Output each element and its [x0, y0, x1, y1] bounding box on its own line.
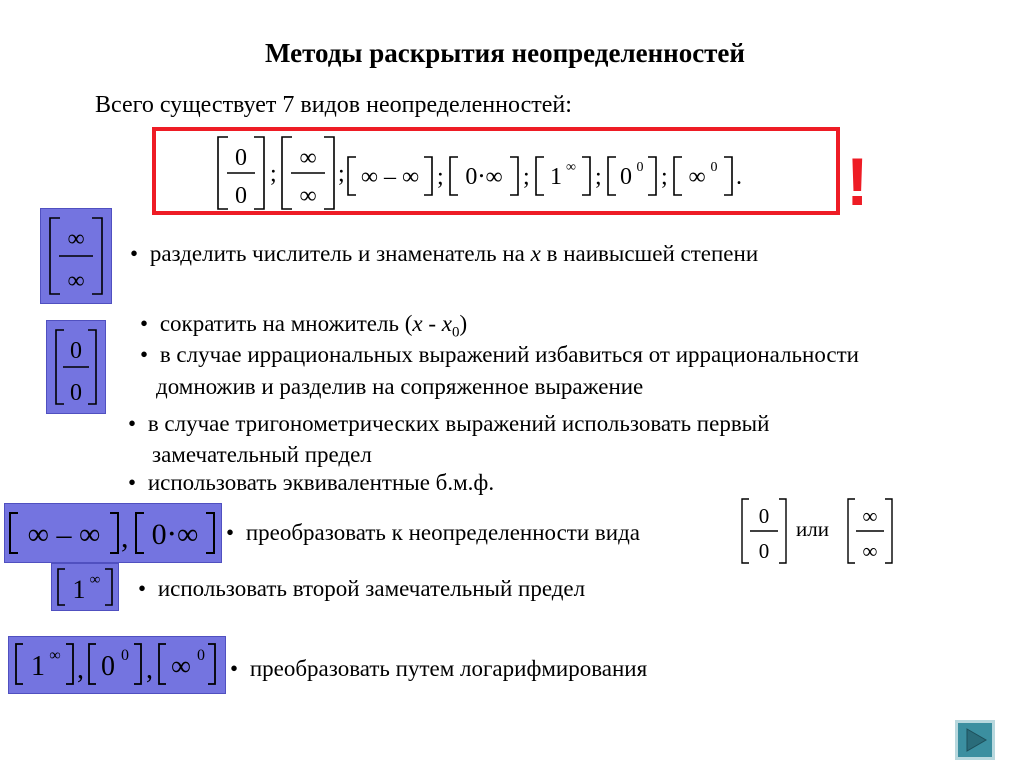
inf-den: ∞ — [67, 268, 85, 294]
zero-num: 0 — [70, 338, 82, 364]
minus-sign: - — [422, 311, 442, 336]
zero-den: 0 — [70, 380, 82, 406]
bullet-logarithm — [230, 656, 647, 682]
transform-text: преобразовать к неопределенности вида — [245, 520, 640, 545]
page-title: Методы раскрытия неопределенностей — [265, 38, 745, 68]
pow-one-base: 1 — [31, 651, 45, 682]
irrational-line1: в случае иррациональных выражений избавиться от иррациональности — [159, 342, 859, 367]
form-inf-over-inf-den: ∞ — [299, 183, 317, 209]
inf-over-inf-formula — [40, 208, 112, 304]
logarithm-text: преобразовать путем логарифмирования — [249, 656, 648, 681]
second-limit-text: использовать второй замечательный предел — [157, 576, 586, 601]
form-one-exponent: ∞ — [566, 160, 576, 175]
bullet-text-suffix: в наивысшей степени — [540, 241, 759, 266]
separator: ; — [523, 164, 530, 190]
zero-over-zero-formula — [46, 320, 106, 414]
equivalent-bmf-text: использовать эквивалентные б.м.ф. — [147, 470, 495, 495]
diff-product-formula — [4, 503, 222, 563]
form-inf-over-inf-num: ∞ — [299, 145, 317, 171]
target-zero-num: 0 — [758, 504, 770, 528]
inf-exponent: ∞ — [89, 572, 101, 588]
target-inf-den: ∞ — [862, 539, 878, 563]
separator: ; — [595, 164, 602, 190]
form-inf-base: ∞ — [688, 164, 706, 190]
bullet-second-limit — [138, 576, 585, 602]
form-zero-times-inf: 0⋅∞ — [465, 164, 503, 190]
separator: ; — [270, 161, 277, 187]
bullet-dot: • — [140, 311, 149, 336]
form-zero-base: 0 — [620, 164, 632, 190]
intro-text: Всего существует 7 видов неопределенностей: — [95, 92, 572, 118]
pow-inf-exp: 0 — [197, 647, 205, 664]
bullet-trigonometric — [128, 411, 769, 437]
indeterminate-forms-formula — [152, 127, 842, 217]
bullet-dot: • — [140, 342, 149, 367]
one-inf-formula — [51, 563, 119, 611]
play-next-icon — [958, 723, 992, 757]
bullet-text-prefix: разделить числитель и знаменатель на — [149, 241, 531, 266]
separator: ; — [338, 161, 345, 187]
pow-zero-exp: 0 — [121, 647, 129, 664]
pow-one-exp: ∞ — [49, 647, 61, 664]
cancel-factor-prefix: сократить на множитель ( — [159, 311, 413, 336]
next-slide-button[interactable] — [955, 720, 995, 760]
bullet-irrational — [140, 342, 859, 368]
or-word: или — [796, 517, 829, 541]
powers-formula — [8, 636, 226, 694]
bullet-dot: • — [226, 520, 235, 545]
comma: , — [77, 654, 84, 685]
inf-num: ∞ — [67, 226, 85, 252]
bullet-dot: • — [230, 656, 239, 681]
variable-x: x — [530, 241, 541, 266]
target-zero-over-zero — [740, 495, 790, 567]
form-zero-over-zero-num: 0 — [235, 145, 247, 171]
bullet-equivalent-bmf — [128, 470, 494, 496]
bullet-divide-highest-power — [130, 241, 758, 267]
variable-x: x — [412, 311, 423, 336]
pow-inf-base: ∞ — [171, 651, 191, 682]
target-inf-num: ∞ — [862, 504, 878, 528]
separator: ; — [661, 164, 668, 190]
irrational-line2: домножив и разделив на сопряженное выражение — [156, 374, 644, 399]
variable-x0: x — [441, 311, 452, 336]
form-one-base: 1 — [550, 164, 562, 190]
exclamation-mark: ! — [846, 144, 869, 220]
bullet-dot: • — [128, 411, 137, 436]
separator: ; — [437, 164, 444, 190]
bullet-transform — [226, 520, 640, 546]
cancel-factor-suffix: ) — [459, 311, 468, 336]
zero-times-inf: 0⋅∞ — [151, 518, 199, 551]
target-inf-over-inf — [846, 495, 896, 567]
comma: , — [146, 654, 153, 685]
period: . — [736, 164, 742, 190]
form-inf-minus-inf: ∞ – ∞ — [360, 164, 420, 190]
one-base: 1 — [72, 575, 86, 604]
bullet-dot: • — [138, 576, 147, 601]
bullet-cancel-factor — [140, 311, 467, 342]
pow-zero-base: 0 — [101, 651, 115, 682]
form-inf-exponent: 0 — [710, 160, 718, 175]
comma: , — [121, 521, 129, 554]
subscript-zero: 0 — [451, 324, 460, 341]
form-zero-over-zero-den: 0 — [235, 183, 247, 209]
form-zero-exponent: 0 — [636, 160, 644, 175]
bullet-dot: • — [130, 241, 139, 266]
trig-line2: замечательный предел — [152, 442, 372, 467]
trig-line1: в случае тригонометрических выражений использовать первый — [147, 411, 770, 436]
target-zero-den: 0 — [758, 539, 770, 563]
inf-minus-inf: ∞ – ∞ — [27, 518, 101, 551]
bullet-dot: • — [128, 470, 137, 495]
